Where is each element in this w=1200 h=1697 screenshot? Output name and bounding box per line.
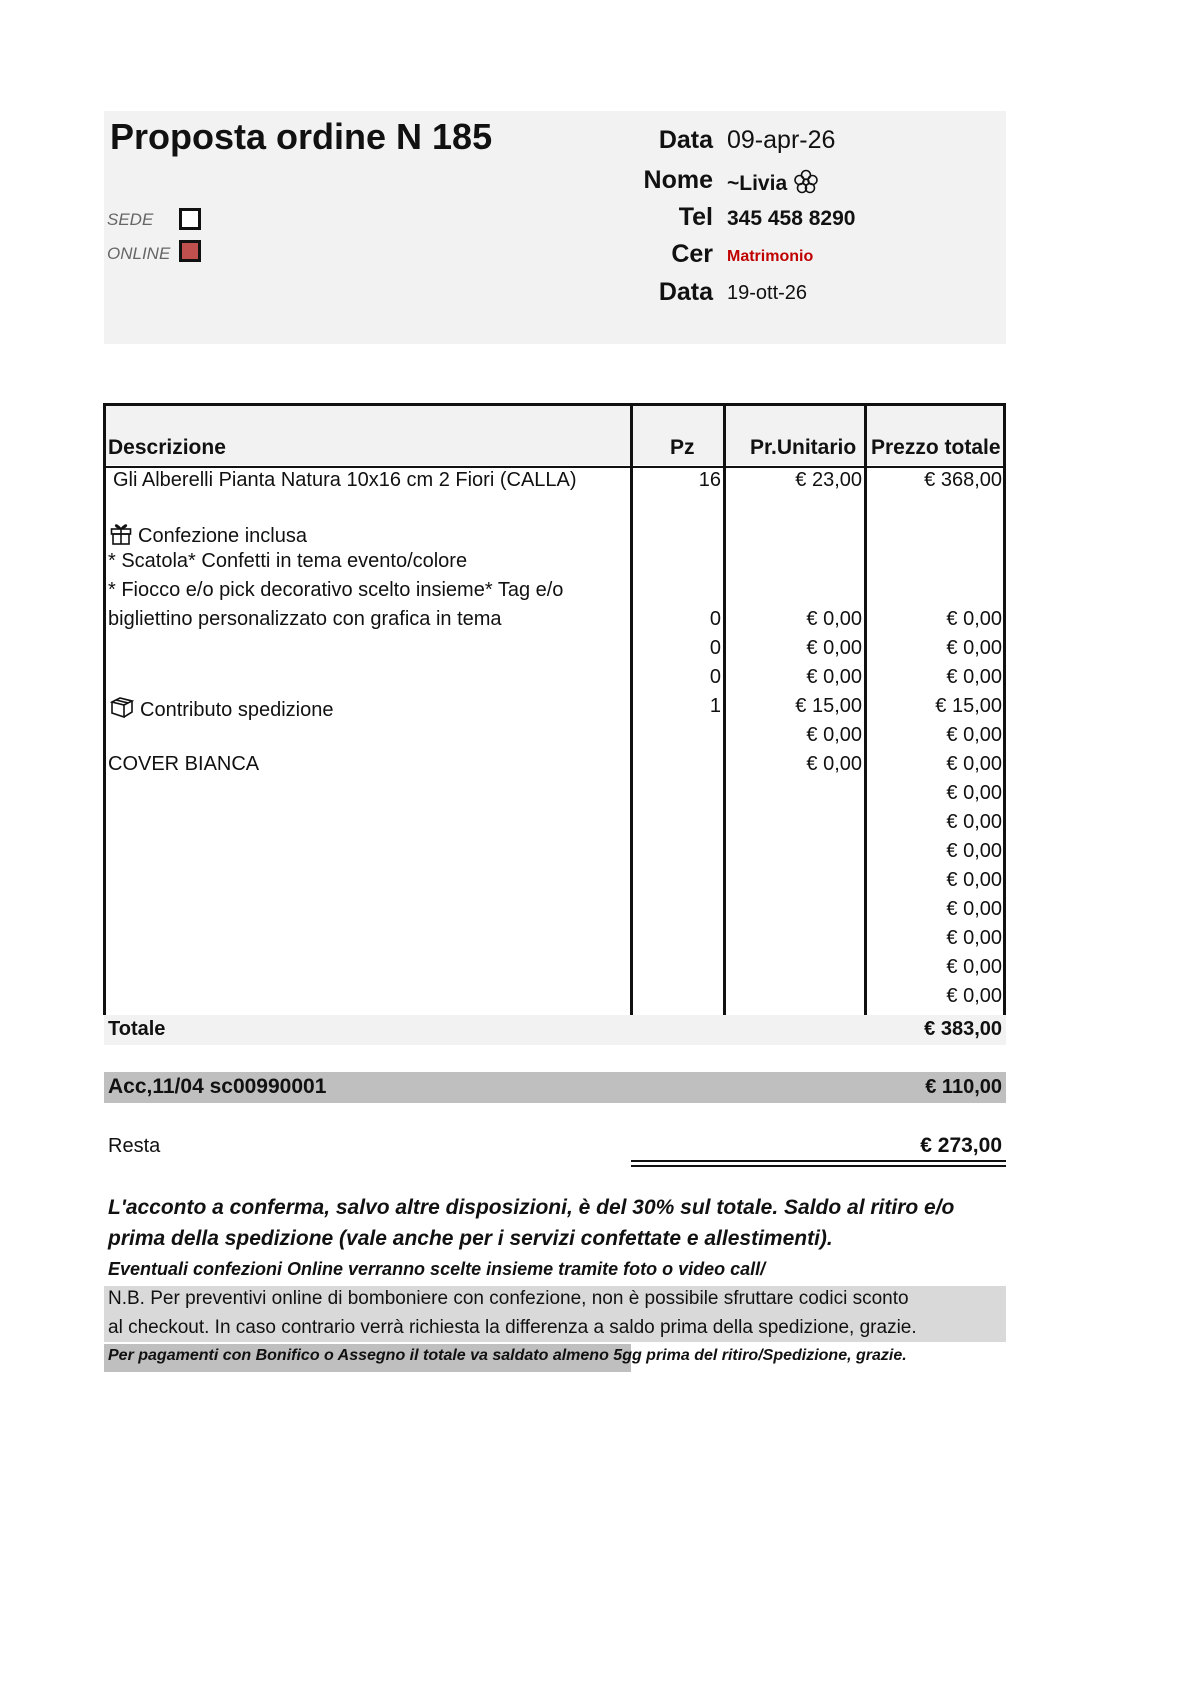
cover-desc: COVER BIANCA bbox=[108, 753, 260, 775]
shipping-unit: € 15,00 bbox=[795, 695, 862, 717]
nb-line-2: al checkout. In caso contrario verrà richiesta la differenza a saldo prima della spedizione, grazie. bbox=[108, 1317, 917, 1338]
zero-row-unit: € 0,00 bbox=[806, 666, 862, 688]
col-header-unit: Pr.Unitario bbox=[750, 436, 857, 459]
table-top-border bbox=[103, 403, 1006, 406]
item-qty: 16 bbox=[698, 469, 721, 491]
shipping-row bbox=[110, 695, 333, 722]
zero-row-total: € 0,00 bbox=[946, 637, 1002, 659]
event-date-label: Data bbox=[658, 278, 713, 306]
item-total: € 368,00 bbox=[924, 469, 1002, 491]
empty-row-total: € 0,00 bbox=[946, 956, 1002, 978]
extra-total: € 0,00 bbox=[946, 724, 1002, 746]
col-header-total: Prezzo totale bbox=[871, 436, 1001, 459]
total-value: € 383,00 bbox=[924, 1018, 1002, 1040]
empty-row-total: € 0,00 bbox=[946, 811, 1002, 833]
zero-row-qty: 0 bbox=[709, 608, 721, 630]
flower-icon bbox=[793, 169, 819, 195]
balance-value: € 273,00 bbox=[920, 1134, 1002, 1157]
col-header-descrizione: Descrizione bbox=[108, 436, 226, 459]
event-date-value: 19-ott-26 bbox=[727, 282, 808, 304]
balance-label: Resta bbox=[108, 1135, 161, 1157]
zero-row-unit: € 0,00 bbox=[806, 608, 862, 630]
item-unit: € 23,00 bbox=[795, 469, 862, 491]
cover-unit: € 0,00 bbox=[806, 753, 862, 775]
col-header-pz: Pz bbox=[670, 436, 695, 459]
empty-row-total: € 0,00 bbox=[946, 840, 1002, 862]
confezione-line-2: * Scatola* Confetti in tema evento/colore bbox=[108, 550, 468, 572]
tel-value: 345 458 8290 bbox=[727, 207, 856, 230]
nb-line-1: N.B. Per preventivi online di bomboniere con confezione, non è possibile sfruttare codici sconto bbox=[108, 1288, 909, 1309]
mode-sede-label: SEDE bbox=[107, 210, 154, 229]
deposit-note-line-1: L'acconto a conferma, salvo altre disposizioni, è del 30% sul totale. Saldo al ritiro e/o bbox=[108, 1196, 955, 1219]
total-label: Totale bbox=[108, 1018, 166, 1040]
ceremony-label: Cer bbox=[671, 240, 713, 268]
balance-underline-1 bbox=[631, 1160, 1006, 1162]
mode-online-checkbox[interactable] bbox=[179, 240, 201, 262]
balance-underline-2 bbox=[631, 1165, 1006, 1167]
page-title: Proposta ordine N 185 bbox=[110, 116, 493, 157]
tel-label: Tel bbox=[678, 203, 713, 231]
confezione-line-1 bbox=[110, 521, 307, 548]
shipping-total: € 15,00 bbox=[935, 695, 1002, 717]
extra-unit: € 0,00 bbox=[806, 724, 862, 746]
name-value: ~Livia bbox=[727, 172, 788, 195]
gift-icon bbox=[110, 521, 132, 545]
mode-sede-checkbox[interactable] bbox=[179, 208, 201, 230]
empty-row-total: € 0,00 bbox=[946, 985, 1002, 1007]
name-label: Nome bbox=[643, 166, 713, 194]
table-header-border bbox=[103, 466, 1006, 468]
zero-row-qty: 0 bbox=[709, 666, 721, 688]
ceremony-value: Matrimonio bbox=[727, 248, 814, 265]
box-icon bbox=[110, 695, 134, 719]
empty-row-total: € 0,00 bbox=[946, 782, 1002, 804]
shipping-qty: 1 bbox=[709, 695, 721, 717]
zero-row-total: € 0,00 bbox=[946, 608, 1002, 630]
online-note: Eventuali confezioni Online verranno scelte insieme tramite foto o video call/ bbox=[108, 1259, 766, 1279]
mode-online-label: ONLINE bbox=[107, 244, 171, 263]
table-border-right bbox=[1003, 403, 1006, 1015]
shipping-desc: Contributo spedizione bbox=[140, 699, 334, 721]
cover-total: € 0,00 bbox=[946, 753, 1002, 775]
name-field bbox=[727, 169, 819, 196]
confezione-line-4: bigliettino personalizzato con grafica in tema bbox=[108, 608, 502, 630]
empty-row-total: € 0,00 bbox=[946, 927, 1002, 949]
deposit-value: € 110,00 bbox=[925, 1076, 1002, 1098]
zero-row-total: € 0,00 bbox=[946, 666, 1002, 688]
payment-note: Per pagamenti con Bonifico o Assegno il totale va saldato almeno 5gg prima del ritiro/Spedizione, grazie. bbox=[108, 1347, 907, 1364]
zero-row-unit: € 0,00 bbox=[806, 637, 862, 659]
deposit-label: Acc,11/04 sc00990001 bbox=[108, 1075, 327, 1098]
zero-row-qty: 0 bbox=[709, 637, 721, 659]
empty-row-total: € 0,00 bbox=[946, 869, 1002, 891]
empty-row-total: € 0,00 bbox=[946, 898, 1002, 920]
order-date-label: Data bbox=[658, 126, 713, 154]
item-desc: Gli Alberelli Pianta Natura 10x16 cm 2 Fiori (CALLA) bbox=[113, 469, 577, 491]
order-date-value: 09-apr-26 bbox=[727, 126, 836, 154]
confezione-title: Confezione inclusa bbox=[138, 525, 307, 547]
table-border-left bbox=[103, 403, 106, 1015]
deposit-note-line-2: prima della spedizione (vale anche per i servizi confettate e allestimenti). bbox=[108, 1227, 833, 1250]
confezione-line-3: * Fiocco e/o pick decorativo scelto insieme* Tag e/o bbox=[108, 579, 564, 601]
